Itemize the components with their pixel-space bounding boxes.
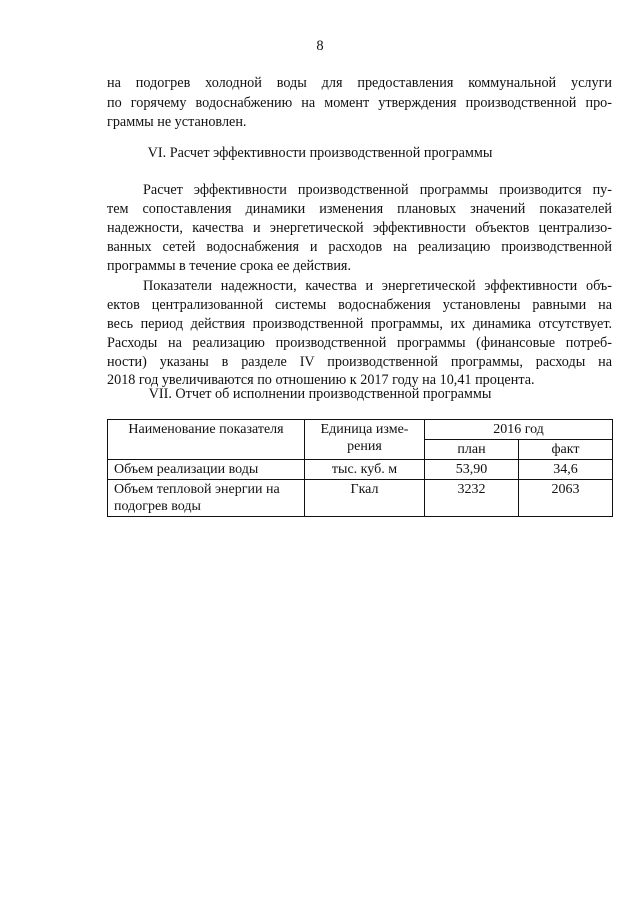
header-indicator-name-text: Наименование показателя [128, 422, 284, 437]
intro-line-2: по горячему водоснабжению на момент утверждения производственной про- [107, 95, 612, 111]
row-2-name-line-2: подогрев воды [114, 499, 201, 514]
row-1-fact: 34,6 [519, 460, 613, 480]
section-7-title: VII. Отчет об исполнении производственной программы [148, 386, 492, 402]
row-1-plan: 53,90 [425, 460, 519, 480]
table-row [108, 460, 613, 480]
intro-line-1: на подогрев холодной воды для предоставления коммунальной услуги [107, 75, 612, 91]
row-2-name-line-1: Объем тепловой энергии на [114, 482, 280, 497]
section-6-p1-line-1: Расчет эффективности производственной программы производится пу- [143, 182, 612, 198]
header-unit-line-1: Единица изме- [320, 422, 409, 437]
row-1-unit: тыс. куб. м [305, 460, 425, 480]
header-year: 2016 год [425, 420, 613, 440]
intro-line-3: граммы не установлен. [107, 114, 247, 130]
header-plan: план [425, 440, 519, 460]
header-unit [305, 420, 425, 460]
row-2-plan: 3232 [425, 480, 519, 517]
table-row [108, 480, 613, 517]
section-6-p2-line-3: весь период действия производственной программы, их динамика отсутствует. [107, 316, 612, 332]
section-6-p1-line-5: программы в течение срока ее действия. [107, 258, 351, 274]
section-6-p1-line-2: тем сопоставления динамики изменения плановых значений показателей [107, 201, 612, 217]
section-6-title: VI. Расчет эффективности производственной программы [147, 145, 493, 161]
section-6-p2-line-5: ности) указаны в разделе IV производственной программы, расходы на [107, 354, 612, 370]
header-fact: факт [519, 440, 613, 460]
section-6-p2-line-1: Показатели надежности, качества и энергетической эффективности объ- [143, 278, 612, 294]
section-6-p1-line-3: надежности, качества и энергетической эффективности объектов централизо- [107, 220, 612, 236]
section-6-p2-line-6: 2018 год увеличиваются по отношению к 2017 году на 10,41 процента. [107, 372, 535, 388]
row-2-name [108, 480, 305, 517]
row-2-fact: 2063 [519, 480, 613, 517]
section-6-p2-line-2: ектов централизованной системы водоснабжения установлены равными на [107, 297, 612, 313]
row-2-unit: Гкал [305, 480, 425, 517]
table-header-row [108, 420, 613, 440]
header-indicator-name [108, 420, 305, 460]
header-unit-line-2: рения [347, 439, 382, 454]
section-6-p1-line-4: ванных сетей водоснабжения и расходов на реализацию производственной [107, 239, 612, 255]
page-number: 8 [316, 38, 324, 54]
row-1-name: Объем реализации воды [108, 460, 305, 480]
section-6-p2-line-4: Расходы на реализацию производственной программы (финансовые потреб- [107, 335, 612, 351]
report-table [107, 419, 613, 517]
